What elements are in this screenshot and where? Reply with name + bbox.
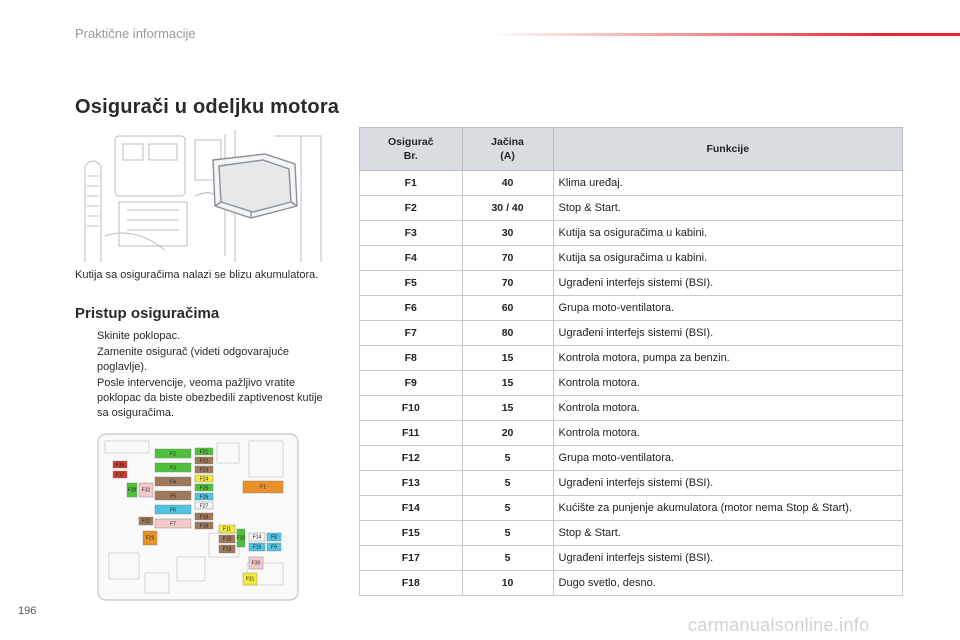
fuse-label: F12	[141, 518, 151, 525]
table-row	[360, 521, 903, 546]
fuse-function: Dugo svetlo, desno.	[553, 571, 902, 596]
table-row	[360, 496, 903, 521]
fuse-label: F5	[170, 493, 176, 500]
header-functions: Funkcije	[553, 128, 902, 171]
fuse-box-diagram	[97, 433, 299, 601]
fuse-function: Stop & Start.	[553, 521, 902, 546]
fuse-label: F28	[127, 487, 137, 494]
fuse-label: F20	[236, 535, 246, 542]
fuse-label: F10	[222, 536, 232, 543]
header-fuse-number: Osigurač Br.	[360, 128, 463, 171]
fuse-label: F18	[199, 514, 209, 521]
fuse-number: F10	[360, 396, 463, 421]
fuse-rating: 20	[462, 421, 553, 446]
table-row	[360, 421, 903, 446]
fuse-function: Stop & Start.	[553, 196, 902, 221]
fuse-function: Kontrola motora.	[553, 421, 902, 446]
table-row	[360, 571, 903, 596]
table-row	[360, 396, 903, 421]
table-row	[360, 196, 903, 221]
fuse-rating: 5	[462, 521, 553, 546]
table-row	[360, 246, 903, 271]
fuse-function: Grupa moto-ventilatora.	[553, 446, 902, 471]
fuse-label: F32	[141, 487, 151, 494]
fuse-function: Ugrađeni interfejs sistemi (BSI).	[553, 321, 902, 346]
fuse-rating: 40	[462, 171, 553, 196]
fuse-label: F3	[170, 465, 176, 472]
fuse-label: F24	[199, 476, 209, 483]
fuse-rating: 5	[462, 496, 553, 521]
fuse-rating: 60	[462, 296, 553, 321]
table-row	[360, 221, 903, 246]
location-description: Kutija sa osiguračima nalazi se blizu akumulatora.	[75, 269, 319, 281]
fuse-label: F16	[115, 462, 125, 469]
fuse-rating: 15	[462, 371, 553, 396]
engine-compartment-illustration	[75, 126, 325, 262]
fuse-rating: 5	[462, 546, 553, 571]
fuse-rating: 30	[462, 221, 553, 246]
fuse-function: Kutija sa osiguračima u kabini.	[553, 246, 902, 271]
fuse-number: F9	[360, 371, 463, 396]
access-steps-list	[75, 329, 330, 422]
fuse-function: Ugrađeni interfejs sistemi (BSI).	[553, 546, 902, 571]
fuse-label: F9	[271, 544, 277, 551]
fuse-label: F17	[115, 472, 125, 479]
fuse-function: Kontrola motora.	[553, 396, 902, 421]
step-text: Posle intervencije, veoma pažljivo vratite poklopac da biste obezbedili zaptivenost kutije sa osiguračima.	[97, 377, 323, 419]
fuse-label: F14	[252, 534, 262, 541]
table-row	[360, 321, 903, 346]
table-row	[360, 446, 903, 471]
fuse-number: F15	[360, 521, 463, 546]
access-section-title: Pristup osiguračima	[75, 305, 220, 322]
fuse-number: F8	[360, 346, 463, 371]
table-row	[360, 371, 903, 396]
table-row	[360, 346, 903, 371]
fuse-rating: 15	[462, 396, 553, 421]
fuse-number: F6	[360, 296, 463, 321]
fuse-label: F1	[260, 484, 266, 491]
fuse-number: F4	[360, 246, 463, 271]
table-row	[360, 171, 903, 196]
fuse-rating: 5	[462, 471, 553, 496]
watermark: carmanualsonline.info	[688, 615, 870, 635]
fuse-label: F2	[170, 451, 176, 458]
table-row	[360, 471, 903, 496]
fuse-number: F3	[360, 221, 463, 246]
fuse-number: F2	[360, 196, 463, 221]
fuse-function: Kontrola motora, pumpa za benzin.	[553, 346, 902, 371]
fuse-label: F4	[170, 479, 176, 486]
page-title: Osigurači u odeljku motora	[75, 96, 340, 118]
fuse-rating: 15	[462, 346, 553, 371]
fuse-label: F27	[199, 503, 209, 510]
fuse-rating: 80	[462, 321, 553, 346]
fuse-function: Kontrola motora.	[553, 371, 902, 396]
fuse-rating: 30 / 40	[462, 196, 553, 221]
fuse-label: F21	[199, 449, 209, 456]
fuse-number: F18	[360, 571, 463, 596]
fuse-label: F25	[199, 485, 209, 492]
fuse-label: F15	[252, 544, 262, 551]
fuse-function: Grupa moto-ventilatora.	[553, 296, 902, 321]
fuse-label: F31	[245, 576, 255, 583]
table-row	[360, 296, 903, 321]
fuse-label: F29	[145, 535, 155, 542]
step-text: Zamenite osigurač (videti odgovarajuće poglavlje).	[97, 346, 289, 373]
fuse-function: Ugrađeni interfejs sistemi (BSI).	[553, 271, 902, 296]
fuse-function: Klima uređaj.	[553, 171, 902, 196]
fuse-function: Ugrađeni interfejs sistemi (BSI).	[553, 471, 902, 496]
fuse-number: F1	[360, 171, 463, 196]
fuse-label: F6	[170, 507, 176, 514]
fuse-label: F22	[199, 458, 209, 465]
table-header-row	[360, 128, 903, 171]
fuse-rating: 10	[462, 571, 553, 596]
header-rating: Jačina (A)	[462, 128, 553, 171]
step-text: Skinite poklopac.	[97, 330, 181, 342]
fuse-number: F11	[360, 421, 463, 446]
list-item	[75, 329, 330, 344]
fuse-label: F8	[271, 534, 277, 541]
fuse-number: F5	[360, 271, 463, 296]
fuse-label: F7	[170, 521, 176, 528]
fuse-number: F7	[360, 321, 463, 346]
fuse-rating: 70	[462, 271, 553, 296]
header-accent-line	[490, 33, 960, 36]
list-item	[75, 345, 330, 375]
fuse-rating: 70	[462, 246, 553, 271]
table-row	[360, 271, 903, 296]
fuse-function: Kutija sa osiguračima u kabini.	[553, 221, 902, 246]
fuse-rating: 5	[462, 446, 553, 471]
fuse-number: F17	[360, 546, 463, 571]
fuse-label: F19	[199, 523, 209, 530]
list-item	[75, 376, 330, 421]
fuse-number: F12	[360, 446, 463, 471]
page-number: 196	[18, 605, 37, 617]
fuse-function: Kućište za punjenje akumulatora (motor nema Stop & Start).	[553, 496, 902, 521]
table-row	[360, 546, 903, 571]
section-title: Praktične informacije	[75, 26, 196, 41]
fuse-label: F30	[251, 560, 261, 567]
fuse-table	[359, 127, 903, 596]
fuse-number: F13	[360, 471, 463, 496]
fuse-label: F11	[222, 526, 232, 533]
fuse-number: F14	[360, 496, 463, 521]
fuse-label: F23	[199, 467, 209, 474]
fuse-label: F13	[222, 546, 232, 553]
fuse-label: F26	[199, 494, 209, 501]
